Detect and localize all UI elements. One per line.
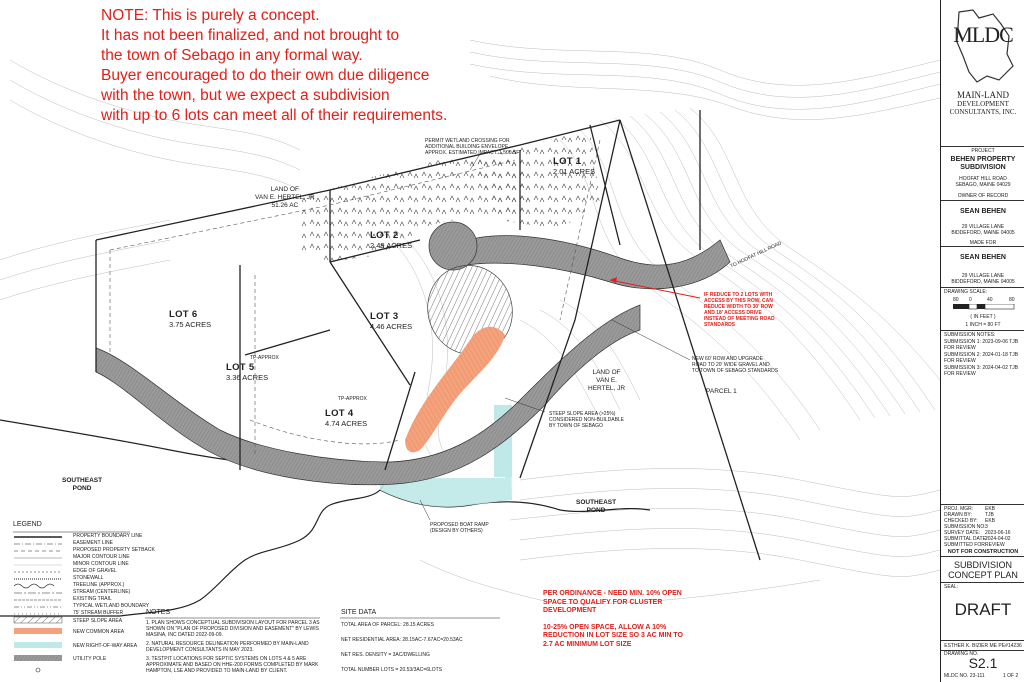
testpit-1-label: TP-APPROX: [250, 355, 279, 361]
drawing-number: S2.1: [968, 655, 998, 671]
map-text: STANDARDS: [704, 322, 736, 328]
lot-acres: 4.46 ACRES: [370, 322, 413, 331]
note-item: 1. PLAN SHOWS CONCEPTUAL SUBDIVISION LAYOUT FOR PARCEL 3 AS SHOWN ON "PLAN OF PROPOSED DIVISION AND EASEMENT" BY LEWIS MASINA, INC DATED 2022-09-09.: [146, 620, 320, 638]
project-name-2: SUBDIVISION: [960, 164, 1006, 171]
ordinance-text: DEVELOPMENT: [543, 607, 597, 614]
tb-divider: [941, 640, 1024, 641]
land-van-hertel-label: [255, 186, 315, 210]
map-text: HERTEL, JR: [588, 385, 626, 392]
concept-note-line: with up to 6 lots can meet all of their requirements.: [101, 107, 448, 124]
submission-line: FOR REVIEW: [944, 345, 976, 351]
lot-2-label: [370, 230, 412, 250]
boat-ramp-label: [430, 522, 489, 534]
legend-row: [13, 568, 138, 575]
legend-text: 75' STREAM BUFFER: [73, 610, 124, 616]
project-label: PROJECT: [971, 148, 995, 154]
legend-row: [13, 603, 150, 610]
lot-acres: 2.49 ACRES: [370, 241, 413, 250]
steep-slope-label: [549, 411, 624, 429]
notes-title: NOTES: [146, 609, 171, 616]
lot-acres: 2.01 ACRES: [553, 167, 596, 176]
new-row-label: [692, 356, 778, 374]
note-item: 3. TESTPIT LOCATIONS FOR SEPTIC SYSTEMS ON LOTS 4 & 5 ARE APPROXIMATE AND BASED ON HHE-200 FORMS COMPLETED BY MARK HAMPTON, LSE AND PROVIDED TO MAIN-LAND BY CLIENT.: [146, 656, 319, 674]
legend-text: STREAM (CENTERLINE): [73, 589, 131, 595]
map-text: STEEP SLOPE AREA (>25%): [549, 411, 616, 417]
legend-row: [13, 618, 138, 625]
sheet-of: 1 OF 2: [1003, 673, 1019, 679]
legend-text: MINOR CONTOUR LINE: [73, 561, 129, 567]
legend-text: MAJOR CONTOUR LINE: [73, 554, 130, 560]
lot-5-label: [226, 362, 268, 382]
tb-divider: [941, 582, 1024, 583]
site-data-item: TOTAL AREA OF PARCEL: 28.15 ACRES: [341, 622, 434, 628]
tb-divider: [941, 200, 1024, 201]
legend-text: EASEMENT LINE: [73, 540, 113, 546]
legend-row: [13, 540, 138, 547]
map-text: POND: [72, 485, 92, 492]
meta-value: EKB: [985, 518, 996, 524]
legend-row: [13, 533, 143, 540]
site-data-item: NET RESIDENTIAL AREA: 28.15AC-7.67AC=20.53AC: [341, 637, 463, 643]
legend-text: EXISTING TRAIL: [73, 596, 112, 602]
ordinance-text: 2.7 AC MINIMUM LOT SIZE: [543, 640, 632, 648]
legend-row: [13, 596, 138, 603]
scale-label: DRAWING SCALE:: [944, 289, 988, 295]
submission-label: SUBMISSION NOTES:: [944, 332, 996, 338]
scale-unit: ( IN FEET ): [970, 314, 996, 320]
legend-row: [13, 561, 138, 568]
legend-row: [13, 610, 138, 617]
lot-name: LOT 4: [325, 408, 354, 419]
concept-note: [101, 6, 481, 126]
scale-num: 80: [1009, 297, 1015, 303]
to-hoofat-label: TO HOOFAT HILL ROAD: [729, 240, 783, 270]
company-name-3: CONSULTANTS, INC.: [949, 108, 1017, 116]
legend-text: STEEP SLOPE AREA: [73, 618, 123, 624]
lot-6-label: [169, 309, 211, 329]
legend-row: [13, 589, 138, 596]
southeast-pond-2-label: [576, 499, 616, 515]
concept-note-line: Buyer encouraged to do their own due diligence: [101, 67, 430, 84]
scale-num: 0: [969, 297, 972, 303]
meta-key: DRAWN BY:: [944, 512, 972, 518]
map-text: POND: [586, 507, 606, 514]
mldc-number: MLDC NO. 23-111: [944, 673, 985, 679]
legend-row: [13, 582, 138, 589]
scale-bar: [953, 304, 1015, 310]
company-name-2: DEVELOPMENT: [957, 100, 1009, 108]
legend-text: NEW COMMON AREA: [73, 629, 125, 635]
submission-line: SUBMISSION 3: 2024-04-02 TJB: [944, 365, 1019, 371]
tb-divider: [941, 146, 1024, 147]
map-text: SOUTHEAST: [62, 477, 103, 484]
meta-key: CHECKED BY:: [944, 518, 978, 524]
project-address-1: HOOFAT HILL ROAD: [959, 176, 1007, 182]
lot-name: LOT 2: [370, 230, 399, 241]
meta-value: REVIEW: [985, 542, 1005, 548]
lot-3-label: [370, 311, 412, 331]
submission-line: SUBMISSION 1: 2023-09-06 TJB: [944, 339, 1019, 345]
seal-label: SEAL:: [944, 584, 959, 590]
tb-divider: [941, 287, 1024, 288]
map-text: CONSIDERED NON-BUILDABLE: [549, 417, 625, 423]
legend-row: [13, 656, 138, 663]
map-text: PROPOSED BOAT RAMP: [430, 522, 489, 528]
map-text: ADDITIONAL BUILDING ENVELOPE: [425, 144, 509, 150]
legend-text: NEW RIGHT-OF-WAY AREA: [73, 643, 138, 649]
ordinance-text: 10-25% OPEN SPACE, ALLOW A 10%: [543, 623, 667, 631]
map-text: PERMIT WETLAND CROSSING FOR: [425, 138, 510, 144]
legend-row: [13, 575, 138, 582]
scale-num: 40: [987, 297, 993, 303]
southeast-pond-label: [62, 477, 102, 493]
legend-row: [13, 547, 155, 554]
right-of-way: [96, 305, 640, 485]
tb-divider: [941, 330, 1024, 331]
notes-section: [146, 609, 336, 674]
meta-value: 2024-04-02: [985, 536, 1011, 542]
testpit-2-label: TP-APPROX: [338, 396, 367, 402]
ordinance-note: [543, 590, 683, 649]
legend-row: [13, 629, 138, 636]
map-text: INSTEAD OF MEETING ROAD: [704, 316, 775, 322]
legend-text: PROPERTY BOUNDARY LINE: [73, 533, 143, 539]
legend-text: STONEWALL: [73, 575, 104, 581]
legend-text: UTILITY POLE: [73, 656, 107, 662]
project-address-2: SEBAGO, MAINE 04029: [955, 182, 1011, 188]
map-text: IF REDUCE TO 2 LOTS WITH: [704, 292, 773, 298]
legend-row: [13, 554, 138, 561]
map-text: VAN E. HERTEL, JR: [255, 194, 315, 201]
lot-name: LOT 6: [169, 309, 198, 320]
submission-line: FOR REVIEW: [944, 358, 976, 364]
madefor-address-1: 29 VILLAGE LANE: [961, 273, 1005, 279]
not-for-construction: NOT FOR CONSTRUCTION: [947, 549, 1019, 555]
concept-note-line: NOTE: This is purely a concept.: [101, 7, 320, 24]
land-van-hertel-2-label: [588, 369, 625, 393]
map-text: LAND OF: [592, 369, 621, 376]
lot-4-label: [325, 408, 367, 428]
draft-stamp: DRAFT: [954, 600, 1012, 619]
meta-key: PROJ. MGR:: [944, 506, 974, 512]
madefor-label: MADE FOR: [969, 240, 997, 246]
map-text: REDUCE WIDTH TO 30' ROW: [704, 304, 773, 310]
lot-name: LOT 5: [226, 362, 255, 373]
lot-1-label: [553, 156, 595, 176]
cul-de-sac: [429, 222, 477, 270]
map-text: SOUTHEAST: [576, 499, 617, 506]
map-text: NEW 60' ROW AND UPGRADE: [692, 356, 763, 362]
map-text: 51.26 AC: [271, 202, 299, 209]
legend-text: TYPICAL WETLAND BOUNDARY: [73, 603, 150, 609]
concept-note-line: the town of Sebago in any formal way.: [101, 47, 363, 64]
map-text: BY TOWN OF SEBAGO: [549, 423, 603, 429]
title-block: [940, 0, 1024, 682]
legend-row: [13, 643, 138, 650]
ordinance-text: SPACE TO QUALIFY FOR CLUSTER: [543, 598, 663, 606]
meta-value: 3: [985, 524, 988, 530]
map-text: APPROX. ESTIMATED IMPACT: 1,500 SF: [425, 150, 520, 156]
sheet-title-1: SUBDIVISION: [953, 560, 1012, 570]
drawing-no-label: DRAWING NO.: [944, 651, 979, 657]
madefor-name: SEAN BEHEN: [960, 254, 1006, 261]
map-text: TO TOWN OF SEBAGO STANDARDS: [692, 368, 779, 374]
parcel-1-label: PARCEL 1: [706, 388, 737, 395]
lot-name: LOT 3: [370, 311, 399, 322]
owner-address-2: BIDDEFORD, MAINE 04005: [951, 230, 1015, 236]
map-text: ACCESS BY THIS ROW, CAN: [704, 298, 773, 304]
map-text: VAN E.: [596, 377, 617, 384]
note-item: 2. NATURAL RESOURCE DELINEATION PERFORMED BY MAIN-LAND DEVELOPMENT CONSULTANTS IN MAY 2023.: [146, 641, 309, 653]
owner-name: SEAN BEHEN: [960, 208, 1006, 215]
meta-value: TJB: [985, 512, 994, 518]
site-data-section: [341, 609, 506, 673]
concept-note-line: with the town, but we expect a subdivision: [101, 87, 390, 104]
submission-line: SUBMISSION 2: 2024-01-18 TJB: [944, 352, 1019, 358]
engineer-name: ESTHER K. BIZIER ME PE#14236: [944, 643, 1022, 649]
scale-num: 80: [953, 297, 959, 303]
lot-acres: 3.75 ACRES: [169, 320, 212, 329]
legend-text: EDGE OF GRAVEL: [73, 568, 117, 574]
project-name-1: BEHEN PROPERTY: [950, 156, 1016, 163]
map-text: AND 18' ACCESS DRIVE: [704, 310, 762, 316]
meta-key: SUBMISSION NO:: [944, 524, 986, 530]
meta-value: 2023-06-16: [985, 530, 1011, 536]
map-text: (DESIGN BY OTHERS): [430, 528, 483, 534]
tb-divider: [941, 246, 1024, 247]
owner-address-1: 29 VILLAGE LANE: [961, 224, 1005, 230]
lot-name: LOT 1: [553, 156, 582, 167]
scale-ratio: 1 INCH = 80 FT: [965, 322, 1001, 328]
site-data-item: TOTAL NUMBER LOTS = 20.53/3AC=6LOTS: [341, 667, 443, 673]
ordinance-text: REDUCTION IN LOT SIZE SO 3 AC MIN TO: [543, 632, 684, 639]
sheet-title-2: CONCEPT PLAN: [948, 570, 1018, 580]
tb-divider: [941, 504, 1024, 505]
concept-note-line: It has not been finalized, and not brought to: [101, 27, 400, 44]
row-width-note: [704, 292, 775, 328]
logo-letters: MLDC: [953, 22, 1013, 47]
company-name-1: MAIN-LAND: [957, 90, 1009, 100]
legend-title: LEGEND: [13, 521, 42, 528]
site-data-title: SITE DATA: [341, 609, 377, 616]
lot-acres: 4.74 ACRES: [325, 419, 368, 428]
submission-line: FOR REVIEW: [944, 371, 976, 377]
meta-key: SUBMITTED FOR:: [944, 542, 987, 548]
madefor-address-2: BIDDEFORD, MAINE 04005: [951, 279, 1015, 285]
lot-acres: 3.36 ACRES: [226, 373, 269, 382]
site-data-item: NET RES. DENSITY = 3AC/DWELLING: [341, 652, 430, 658]
meta-key: SUBMITTAL DATE:: [944, 536, 988, 542]
ordinance-text: PER ORDINANCE - NEED MIN. 10% OPEN: [543, 590, 682, 597]
map-text: ROAD TO 20' WIDE GRAVEL AND: [692, 362, 770, 368]
meta-key: SURVEY DATE:: [944, 530, 981, 536]
map-text: LAND OF: [270, 186, 299, 193]
legend-text: TREELINE (APPROX.): [73, 582, 125, 588]
owner-label: OWNER OF RECORD: [957, 193, 1009, 199]
legend-text: PROPOSED PROPERTY SETBACK: [73, 547, 155, 553]
tb-divider: [941, 556, 1024, 557]
meta-value: EKB: [985, 506, 996, 512]
wetland-crossing-label: [425, 138, 519, 156]
